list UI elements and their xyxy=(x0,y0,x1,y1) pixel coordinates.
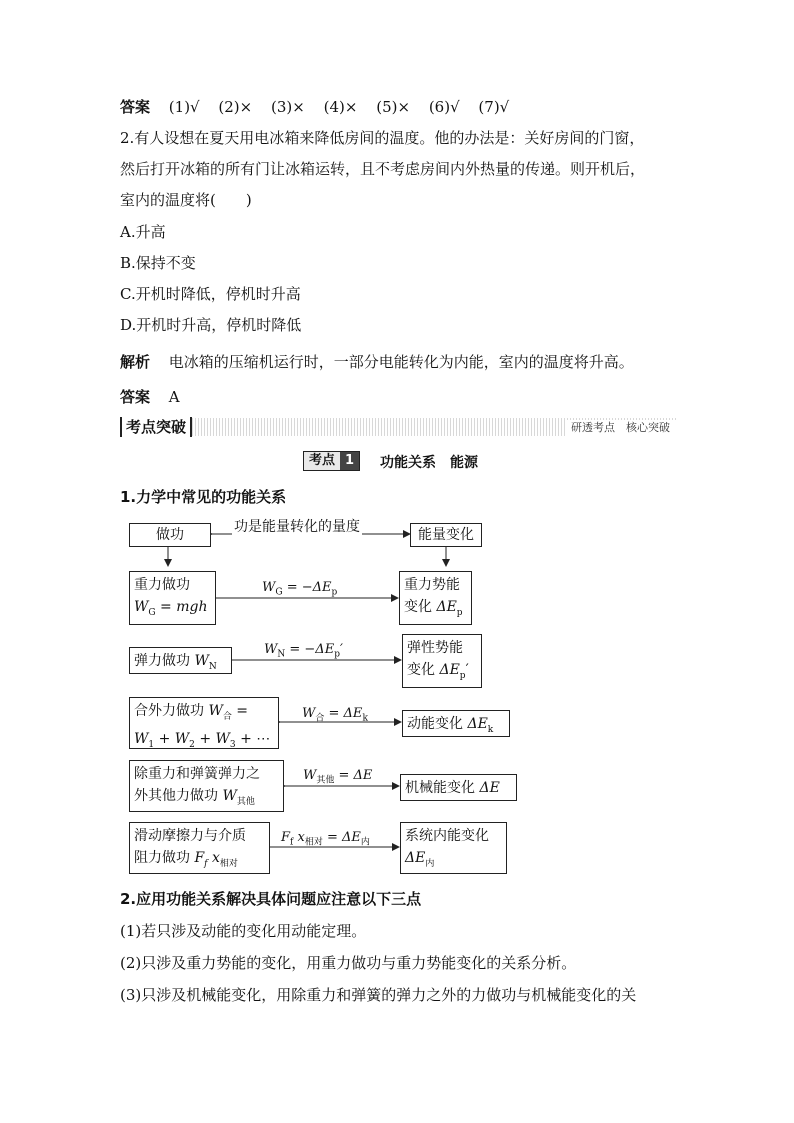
net-work-line1: 合外力做功 $W_合$ = xyxy=(134,703,249,722)
internal-change-formula: $\Delta E_内$ xyxy=(405,850,435,869)
answer-label: 答案 xyxy=(120,388,151,406)
other-work-line2: 外其他力做功 $W_{其他}$ xyxy=(134,788,255,807)
box-elastic-pe: 弹性势能 变化 $\Delta E_p'$ xyxy=(402,634,482,688)
answer-item: (1)√ xyxy=(168,98,200,116)
net-work-line2: $W_1 + W_2 + W_3$ + ⋯ xyxy=(134,730,271,750)
answer-item: (2)× xyxy=(218,98,253,116)
box-do-work: 做功 xyxy=(129,523,211,547)
question-line: 室内的温度将( ) xyxy=(120,191,252,209)
answer-item: (3)× xyxy=(271,98,305,116)
box-internal-change: 系统内能变化 $\Delta E_内$ xyxy=(400,822,507,874)
kaodian-label: 考点 xyxy=(304,452,340,470)
heading-2: 2.应用功能关系解决具体问题应注意以下三点 xyxy=(120,890,422,908)
box-friction-work: 滑动摩擦力与介质 阻力做功 $F_f$ $x_{相对}$ xyxy=(129,822,270,874)
answer-item: (6)√ xyxy=(428,98,460,116)
option-a: A.升高 xyxy=(120,223,166,241)
answer-value: A xyxy=(168,388,180,406)
box-gravity-pe: 重力势能 变化 $\Delta E_p$ xyxy=(399,571,472,625)
question-line: 2.有人设想在夏天用电冰箱来降低房间的温度。他的办法是：关好房间的门窗， xyxy=(120,129,645,147)
question-line: 然后打开冰箱的所有门让冰箱运转，且不考虑房间内外热量的传递。则开机后， xyxy=(120,160,646,178)
point-3: (3)只涉及机械能变化，用除重力和弹簧的弹力之外的力做功与机械能变化的关 xyxy=(120,986,637,1004)
kaodian-number: 1 xyxy=(340,452,359,470)
box-gravity-work: 重力做功 $W_G$ = mgh xyxy=(129,571,216,625)
box-energy-change: 能量变化 xyxy=(410,523,482,547)
row2-arrow-label: $W_N = -\Delta E_p'$ xyxy=(264,642,343,660)
answer-item: (4)× xyxy=(323,98,358,116)
section-header-title: 考点突破 xyxy=(120,417,192,437)
option-b: B.保持不变 xyxy=(120,254,196,272)
analysis-label: 解析 xyxy=(120,353,151,371)
box-mech-change: 机械能变化 ΔE xyxy=(400,774,517,801)
gravity-pe-change: 变化 $\Delta E_p$ xyxy=(404,599,463,618)
answer-item: (7)√ xyxy=(478,98,510,116)
answer-item: (5)× xyxy=(376,98,411,116)
point-1: (1)若只涉及动能的变化用动能定理。 xyxy=(120,922,367,940)
box-kinetic-change: 动能变化 $\Delta E_k$ xyxy=(402,710,510,737)
kaodian-title: 功能关系 能源 xyxy=(380,455,478,471)
answer-label: 答案 xyxy=(120,98,151,116)
option-c: C.开机时降低，停机时升高 xyxy=(120,285,301,303)
row1-arrow-label: $W_G = -\Delta E_p$ xyxy=(262,580,338,598)
point-2: (2)只涉及重力势能的变化，用重力做功与重力势能变化的关系分析。 xyxy=(120,954,577,972)
gravity-work-formula: $W_G$ = mgh xyxy=(134,599,208,618)
row5-arrow-label: $F_f$ $x_{相对} = \Delta E_内$ xyxy=(281,830,370,848)
row4-arrow-label: $W_{其他} = \Delta E$ xyxy=(303,768,373,786)
row3-arrow-label: $W_合 = \Delta E_k$ xyxy=(302,706,368,724)
box-net-work xyxy=(129,697,279,749)
elastic-pe-change: 变化 $\Delta E_p'$ xyxy=(407,662,469,681)
box-elastic-work: 弹力做功 $W_N$ xyxy=(129,647,232,674)
section-header-right: 研透考点 核心突破 xyxy=(565,420,676,436)
option-d: D.开机时升高，停机时降低 xyxy=(120,316,302,334)
top-arrow-label: 功是能量转化的量度 xyxy=(232,516,362,536)
box-other-work: 除重力和弹簧弹力之 外其他力做功 $W_{其他}$ xyxy=(129,760,284,812)
friction-work-line2: 阻力做功 $F_f$ $x_{相对}$ xyxy=(134,850,238,869)
analysis-text: 电冰箱的压缩机运行时，一部分电能转化为内能，室内的温度将升高。 xyxy=(168,353,634,371)
heading-1: 1.力学中常见的功能关系 xyxy=(120,488,287,506)
